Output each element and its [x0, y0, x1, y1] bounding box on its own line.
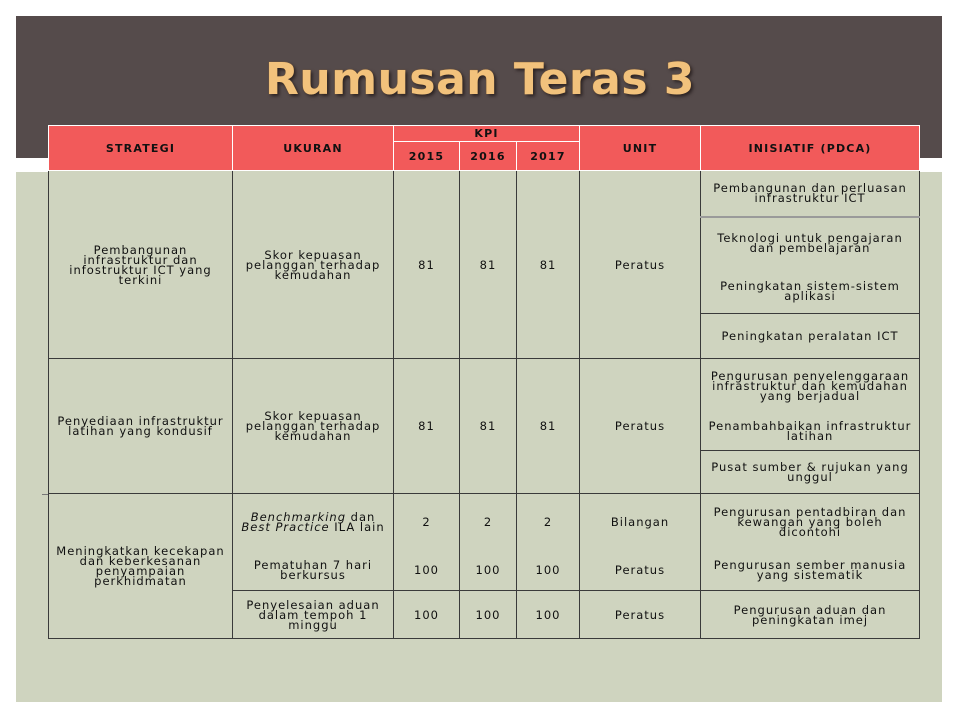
header-strategi: STRATEGI	[49, 126, 233, 171]
header-inisiatif: INISIATIF (PDCA)	[701, 126, 920, 171]
ukuran-cell: Skor kepuasan pelanggan terhadap kemudahan	[233, 171, 394, 359]
unit-cell: Peratus	[580, 591, 701, 639]
ukuran-best-practice: Best Practice	[241, 519, 330, 534]
ukuran-ila-lain: ILA lain	[329, 519, 385, 534]
initiative-cell: Pengurusan aduan dan peningkatan imej	[701, 591, 920, 639]
strategi-cell: Penyediaan infrastruktur latihan yang kondusif	[49, 359, 233, 494]
initiative-cell: Pengurusan penyelenggaraan infrastruktur dan kemudahan yang berjadual	[701, 359, 920, 413]
ukuran-cell: Pematuhan 7 hari berkursus	[233, 550, 394, 591]
initiative-cell: Teknologi untuk pengajaran dan pembelajaran	[701, 217, 920, 269]
initiative-cell: Pengurusan pentadbiran dan kewangan yang boleh dicontohi	[701, 494, 920, 550]
initiative-cell: Pusat sumber & rujukan yang unggul	[701, 451, 920, 494]
kpi-2017-cell: 81	[517, 171, 580, 359]
header-kpi: KPI	[394, 126, 580, 142]
unit-cell: Peratus	[580, 550, 701, 591]
initiative-cell: Peningkatan peralatan ICT	[701, 314, 920, 359]
slide-title: Rumusan Teras 3	[265, 54, 695, 105]
kpi-2015-cell: 100	[394, 550, 460, 591]
initiative-cell: Penambahbaikan infrastruktur latihan	[701, 413, 920, 451]
kpi-2017-cell: 81	[517, 359, 580, 494]
ukuran-cell: Skor kepuasan pelanggan terhadap kemudahan	[233, 359, 394, 494]
kpi-2015-cell: 81	[394, 171, 460, 359]
kpi-2017-cell: 2	[517, 494, 580, 550]
initiative-cell: Pengurusan sember manusia yang sistematik	[701, 550, 920, 591]
kpi-2016-cell: 81	[460, 359, 517, 494]
header-year-2015: 2015	[394, 142, 460, 171]
initiative-cell: Peningkatan sistem-sistem aplikasi	[701, 269, 920, 314]
unit-cell: Peratus	[580, 171, 701, 359]
header-ukuran: UKURAN	[233, 126, 394, 171]
kpi-2016-cell: 100	[460, 591, 517, 639]
ukuran-cell: Penyelesaian aduan dalam tempoh 1 minggu	[233, 591, 394, 639]
kpi-2015-cell: 2	[394, 494, 460, 550]
kpi-2016-cell: 81	[460, 171, 517, 359]
kpi-2017-cell: 100	[517, 550, 580, 591]
kpi-2015-cell: 81	[394, 359, 460, 494]
unit-cell: Peratus	[580, 359, 701, 494]
kpi-2016-cell: 100	[460, 550, 517, 591]
unit-cell: Bilangan	[580, 494, 701, 550]
header-unit: UNIT	[580, 126, 701, 171]
kpi-2017-cell: 100	[517, 591, 580, 639]
header-year-2016: 2016	[460, 142, 517, 171]
initiative-cell: Pembangunan dan perluasan infrastruktur ICT	[701, 171, 920, 217]
ukuran-benchmarking: Benchmarking	[250, 509, 346, 524]
kpi-2016-cell: 2	[460, 494, 517, 550]
kpi-table	[48, 125, 920, 639]
kpi-2015-cell: 100	[394, 591, 460, 639]
header-year-2017: 2017	[517, 142, 580, 171]
ukuran-cell	[233, 494, 394, 550]
strategi-cell: Meningkatkan kecekapan dan keberkesanan penyampaian perkhidmatan	[49, 494, 233, 639]
ukuran-and: dan	[346, 509, 376, 524]
strategi-cell: Pembangunan infrastruktur dan infostruktur ICT yang terkini	[49, 171, 233, 359]
